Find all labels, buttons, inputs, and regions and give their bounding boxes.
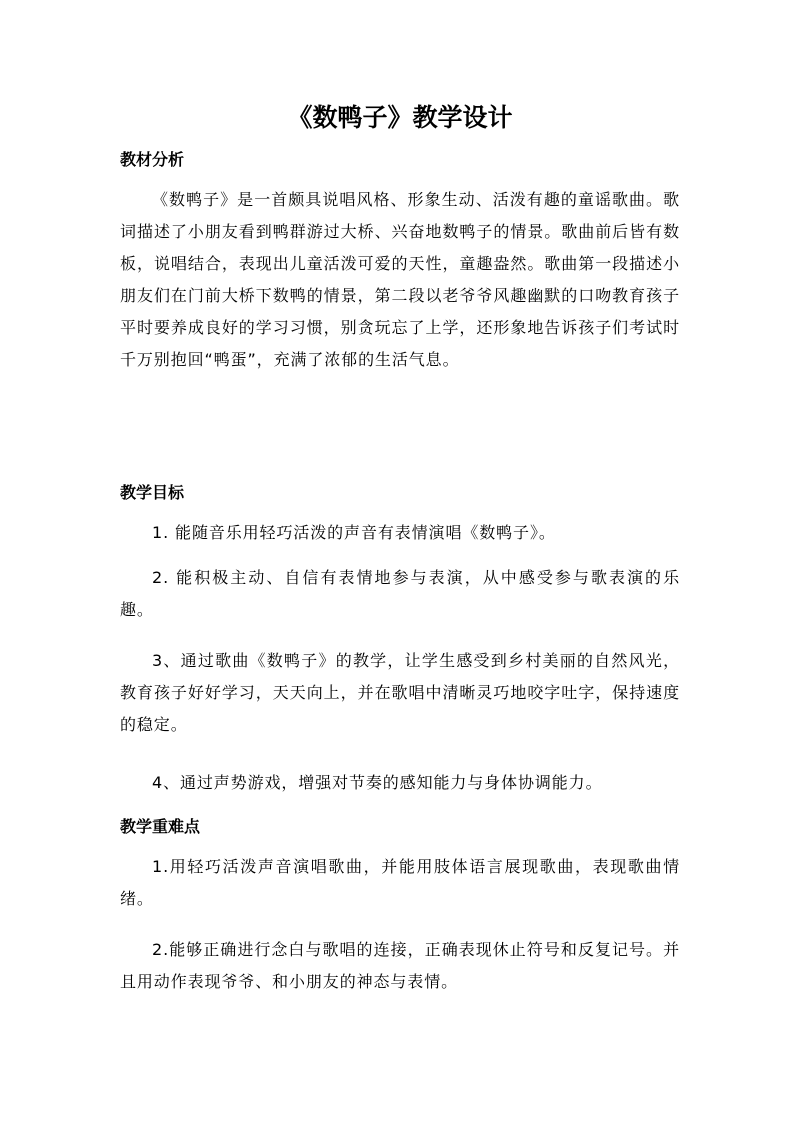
paragraph-goal-2: 2. 能积极主动、自信有表情地参与表演，从中感受参与歌表演的乐趣。 [120, 568, 680, 619]
paragraph-goal-1: 1. 能随音乐用轻巧活泼的声音有表情演唱《数鸭子》。 [152, 523, 556, 542]
document-title: 《数鸭子》教学设计 [287, 103, 513, 132]
section-heading-textbook-analysis: 教材分析 [120, 150, 185, 169]
paragraph-textbook-analysis: 《数鸭子》是一首颇具说唱风格、形象生动、活泼有趣的童谣歌曲。歌词描述了小朋友看到鸭群游过大桥、兴奋地数鸭子的情景。歌曲前后皆有数板，说唱结合，表现出儿童活泼可爱的天性，童趣盎然。歌曲第一段描述小朋友们在门前大桥下数鸭的情景，第二段以老爷爷风趣幽默的口吻教育孩子平时要养成良好的学习习惯，别贪玩忘了上学，还形象地告诉孩子们考试时千万别抱回“鸭蛋”，充满了浓郁的生活气息。 [120, 190, 680, 369]
section-heading-key-difficulties: 教学重难点 [120, 817, 201, 836]
section-heading-teaching-goals: 教学目标 [120, 483, 185, 502]
paragraph-goal-4: 4、通过声势游戏，增强对节奏的感知能力与身体协调能力。 [152, 773, 603, 792]
paragraph-difficulty-2: 2.能够正确进行念白与歌唱的连接，正确表现休止符号和反复记号。并且用动作表现爷爷、和小朋友的神态与表情。 [120, 940, 680, 991]
paragraph-difficulty-1: 1.用轻巧活泼声音演唱歌曲，并能用肢体语言展现歌曲，表现歌曲情绪。 [120, 857, 680, 908]
paragraph-goal-3: 3、通过歌曲《数鸭子》的教学，让学生感受到乡村美丽的自然风光，教育孩子好好学习，天天向上，并在歌唱中清晰灵巧地咬字吐字，保持速度的稳定。 [120, 651, 680, 734]
